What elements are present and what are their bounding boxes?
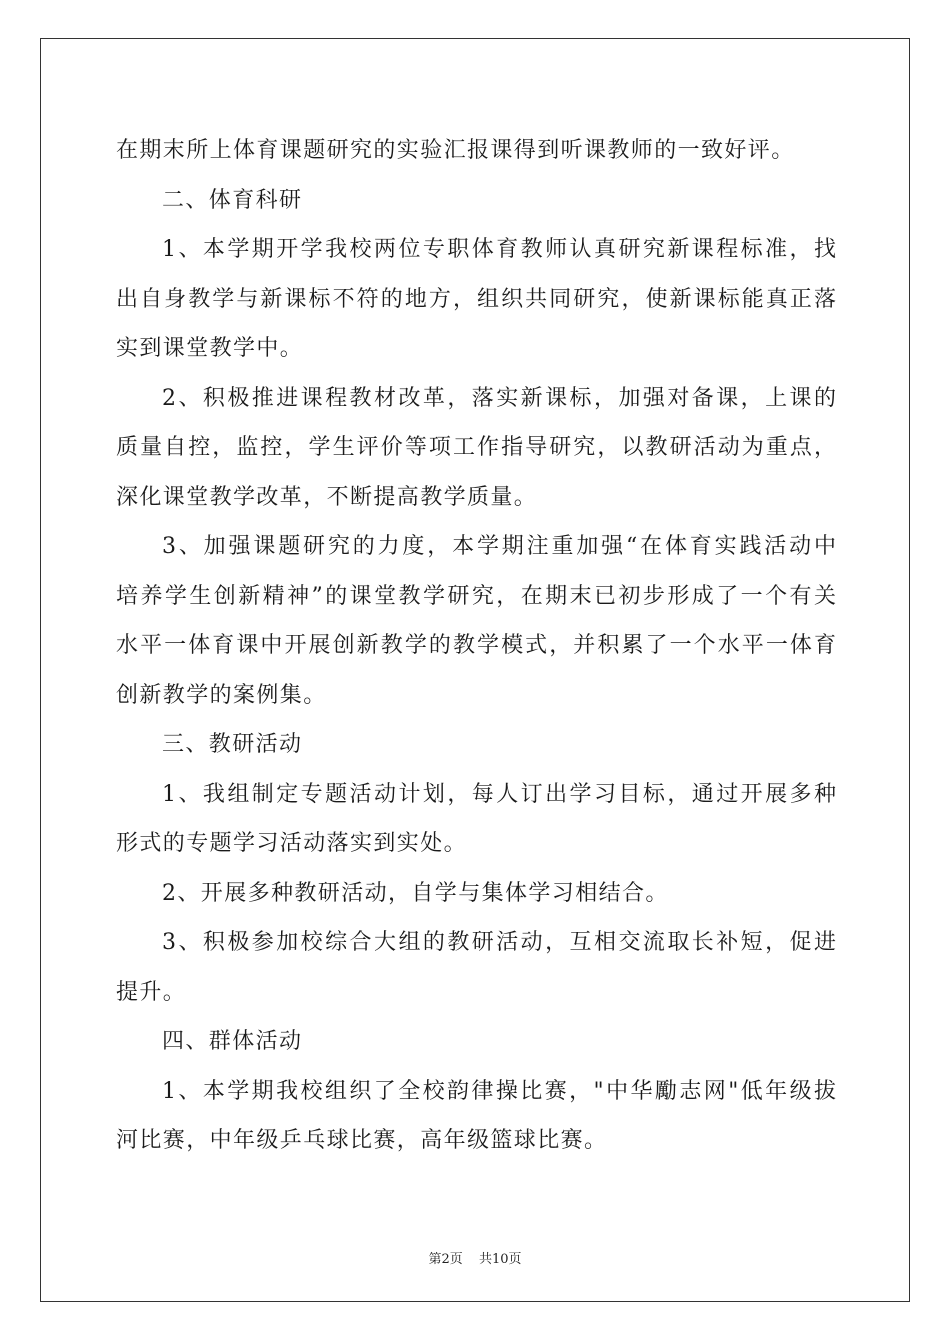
text-line: 3、加强课题研究的力度，本学期注重加强“在体育实践活动中 bbox=[162, 534, 836, 559]
text-line: 1、本学期我校组织了全校韵律操比赛，"中华勵志网"低年级拔 bbox=[162, 1078, 836, 1104]
text-line: 河比赛，中年级乒乓球比赛，高年级篮球比赛。 bbox=[116, 1128, 608, 1153]
text-line: 培养学生创新精神”的课堂教学研究，在期末已初步形成了一个有关 bbox=[116, 583, 836, 609]
text-line: 2、开展多种教研活动，自学与集体学习相结合。 bbox=[162, 880, 669, 906]
page-number: 第2页 bbox=[428, 1252, 463, 1267]
text-line: 创新教学的案例集。 bbox=[116, 682, 327, 708]
text-line: 四、群体活动 bbox=[162, 1029, 303, 1054]
page-total: 共10页 bbox=[478, 1252, 522, 1267]
page-footer bbox=[0, 1248, 950, 1267]
text-line: 1、我组制定专题活动计划，每人订出学习目标，通过开展多种 bbox=[162, 781, 836, 807]
text-line: 形式的专题学习活动落实到实处。 bbox=[116, 831, 468, 856]
document-body bbox=[116, 126, 836, 1166]
text-line: 深化课堂教学改革，不断提高教学质量。 bbox=[116, 484, 538, 510]
text-line: 2、积极推进课程教材改革，落实新课标，加强对备课，上课的 bbox=[162, 385, 836, 411]
text-line: 实到课堂教学中。 bbox=[116, 336, 304, 361]
text-line: 1、本学期开学我校两位专职体育教师认真研究新课程标准，找 bbox=[162, 237, 836, 262]
text-line: 质量自控，监控，学生评价等项工作指导研究，以教研活动为重点， bbox=[116, 435, 836, 460]
text-line: 三、教研活动 bbox=[162, 732, 303, 757]
text-line: 提升。 bbox=[116, 979, 187, 1005]
text-line: 出自身教学与新课标不符的地方，组织共同研究，使新课标能真正落 bbox=[116, 286, 836, 312]
text-line: 水平一体育课中开展创新教学的教学模式，并积累了一个水平一体育 bbox=[116, 633, 836, 658]
text-line: 在期末所上体育课题研究的实验汇报课得到听课教师的一致好评。 bbox=[116, 138, 795, 163]
text-line: 3、积极参加校综合大组的教研活动，互相交流取长补短，促进 bbox=[162, 930, 836, 955]
text-line: 二、体育科研 bbox=[162, 187, 303, 213]
